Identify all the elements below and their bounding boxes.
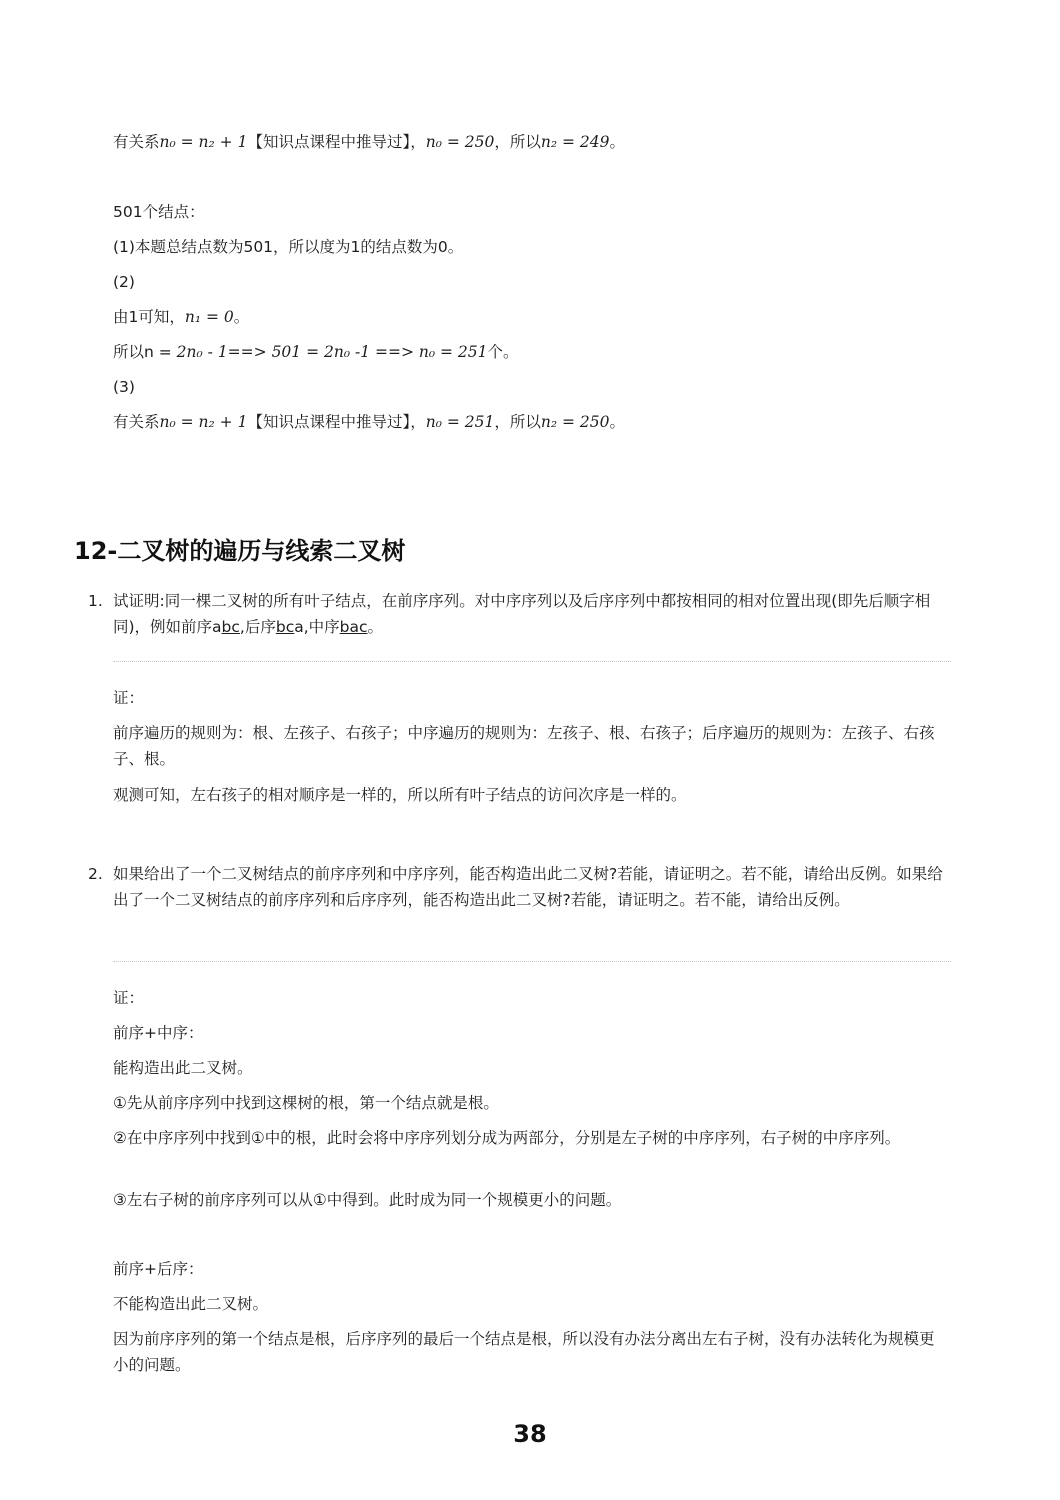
question-2-text: 如果给出了一个二叉树结点的前序序列和中序序列，能否构造出此二叉树?若能，请证明之。若不能，请给出反例。如果给出了一个二叉树结点的前序序列和后序序列，能否构造出此二叉树?若能，请证明之。若不能，请给出反例。	[113, 865, 943, 909]
answer-paragraph: 能构造出此二叉树。	[113, 1059, 253, 1077]
text: ，所以	[494, 413, 541, 431]
answer-paragraph: 观测可知，左右孩子的相对顺序是一样的，所以所有叶子结点的访问次序是一样的。	[113, 786, 687, 804]
underlined-text: bac	[339, 618, 368, 636]
text: 。	[609, 413, 625, 431]
answer-paragraph: ②在中序序列中找到①中的根，此时会将中序序列划分成为两部分，分别是左子树的中序序列，右子树的中序序列。	[113, 1129, 901, 1147]
text: a,中序	[294, 618, 340, 636]
text: 有关系	[113, 133, 160, 151]
question-number: 1.	[88, 592, 103, 610]
formula: n₁ = 0	[184, 308, 234, 326]
answer-paragraph: 前序遍历的规则为：根、左孩子、右孩子；中序遍历的规则为：左孩子、根、右孩子；后序遍历的规则为：左孩子、右孩子、根。	[113, 724, 935, 768]
answer-paragraph: 因为前序序列的第一个结点是根，后序序列的最后一个结点是根，所以没有办法分离出左右子树，没有办法转化为规模更小的问题。	[113, 1330, 935, 1374]
underlined-text: bc	[275, 618, 295, 636]
answer-label: 证：	[113, 989, 145, 1007]
formula: n₀ = n₂ + 1	[159, 133, 248, 151]
sub-title: 501个结点：	[113, 203, 205, 221]
answer-paragraph: ③左右子树的前序序列可以从①中得到。此时成为同一个规模更小的问题。	[113, 1191, 622, 1209]
paragraph-3	[113, 304, 249, 330]
text: 。	[233, 308, 250, 326]
answer-paragraph: 不能构造出此二叉树。	[113, 1295, 269, 1313]
paragraph-2: (2)	[113, 273, 135, 291]
paragraph-5: (3)	[113, 378, 135, 396]
text: 。	[609, 133, 625, 151]
text: ，所以	[494, 133, 541, 151]
text: 【知识点课程中推导过】，	[247, 413, 426, 431]
section-title: 12-二叉树的遍历与线索二叉树	[74, 537, 406, 565]
relation-line-2	[113, 409, 625, 435]
text: 【知识点课程中推导过】，	[247, 133, 426, 151]
subsection-label: 前序+中序：	[113, 1024, 204, 1042]
paragraph-1: (1)本题总结点数为501，所以度为1的结点数为0。	[113, 238, 464, 256]
text: 所以n =	[113, 343, 177, 361]
divider	[113, 661, 951, 662]
divider	[113, 961, 951, 962]
answer-paragraph: ①先从前序序列中找到这棵树的根，第一个结点就是根。	[113, 1094, 499, 1112]
text: 试证明:同一棵二叉树的所有叶子结点，在前序序列。对中序序列以及后序序列中都按相同的相对位置出现(即先后顺字相同)，例如前序a	[113, 592, 931, 636]
formula: n₂ = 249	[540, 133, 610, 151]
subsection-label: 前序+后序：	[113, 1260, 204, 1278]
text: 由1可知，	[113, 308, 185, 326]
formula: n₀ = n₂ + 1	[159, 413, 248, 431]
formula: n₀ = 251	[425, 413, 495, 431]
question-1-text	[113, 588, 953, 640]
answer-label: 证：	[113, 689, 145, 707]
text: 个。	[487, 343, 519, 361]
question-number: 2.	[88, 865, 103, 883]
text: 有关系	[113, 413, 160, 431]
relation-line-1	[113, 129, 625, 155]
text: ,后序	[239, 618, 276, 636]
formula: n₂ = 250	[540, 413, 610, 431]
page-number: 38	[513, 1420, 547, 1448]
paragraph-4	[113, 339, 519, 365]
formula: n₀ = 250	[425, 133, 495, 151]
text: 。	[367, 618, 384, 636]
formula: 2n₀ - 1==> 501 = 2n₀ -1 ==> n₀ = 251	[176, 343, 488, 361]
underlined-text: bc	[221, 618, 240, 636]
